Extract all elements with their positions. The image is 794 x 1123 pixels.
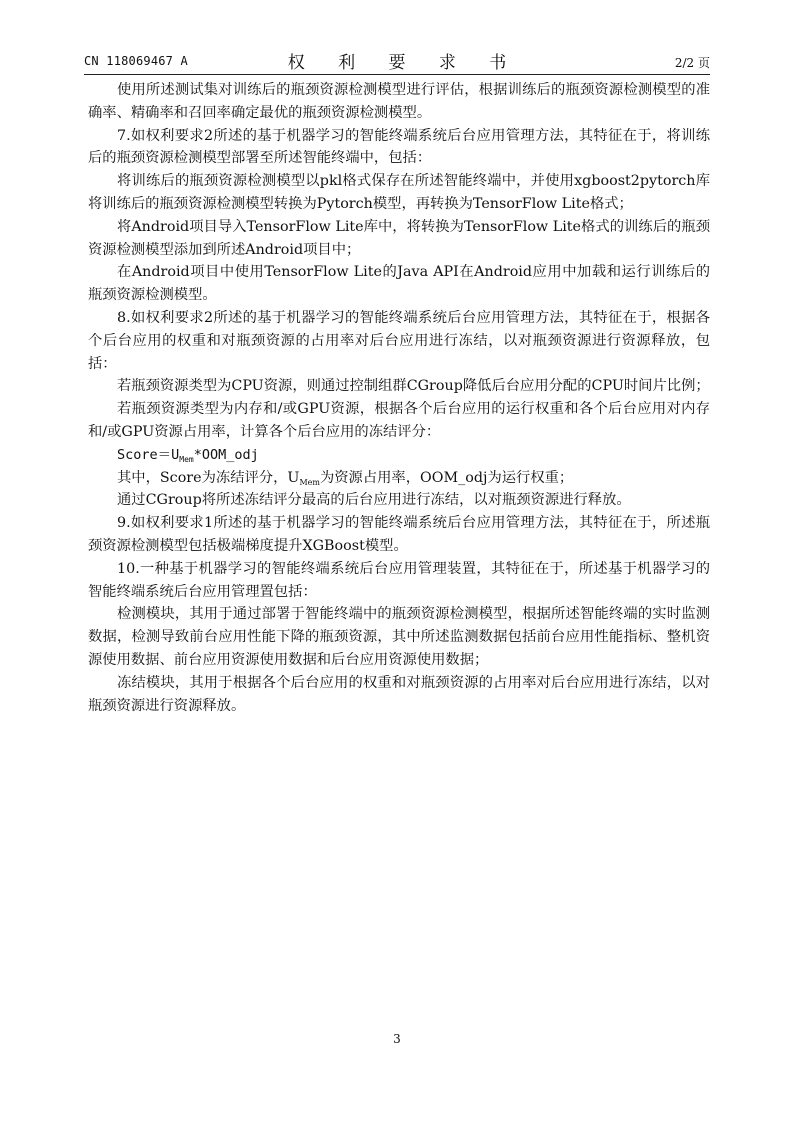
page-indicator: 2/2 页 xyxy=(674,56,710,70)
formula-subscript: Mem xyxy=(179,454,194,464)
formula-lhs: Score＝U xyxy=(117,446,180,463)
claim-paragraph: 7.如权利要求2所述的基于机器学习的智能终端系统后台应用管理方法，其特征在于，将训练后的瓶颈资源检测模型部署至所述智能终端中，包括： xyxy=(88,127,710,167)
header-divider xyxy=(84,74,710,75)
claim-paragraph: 9.如权利要求1所述的基于机器学习的智能终端系统后台应用管理方法，其特征在于，所述瓶颈资源检测模型包括极端梯度提升XGBoost模型。 xyxy=(88,515,710,554)
claim-paragraph: 在Android项目中使用TensorFlow Lite的Java API在Android应用中加载和运行训练后的瓶颈资源检测模型。 xyxy=(88,264,710,304)
claim-paragraph: 若瓶颈资源类型为内存和/或GPU资源，根据各个后台应用的运行权重和各个后台应用对内存和/或GPU资源占用率，计算各个后台应用的冻结评分： xyxy=(88,401,710,440)
claim-paragraph: 若瓶颈资源类型为CPU资源，则通过控制组群CGroup降低后台应用分配的CPU时间片比例； xyxy=(117,378,710,395)
definition-part2: 为资源占用率，OOM_odj为运行权重； xyxy=(319,469,574,486)
claim-paragraph: 10.一种基于机器学习的智能终端系统后台应用管理装置，其特征在于，所述基于机器学习的智能终端系统后台应用管理置包括： xyxy=(88,560,710,600)
claim-paragraph: 将训练后的瓶颈资源检测模型以pkl格式保存在所述智能终端中，并使用xgboost2pytorch库将训练后的瓶颈资源检测模型转换为Pytorch模型，再转换为TensorFlow Lite格式； xyxy=(88,173,710,212)
definition-part1: 其中，Score为冻结评分，U xyxy=(117,469,300,486)
claim-paragraph: 将Android项目导入TensorFlow Lite库中，将转换为TensorFlow Lite格式的训练后的瓶颈资源检测模型添加到所述Android项目中； xyxy=(88,218,710,258)
document-title: 权 利 要 求 书 xyxy=(287,53,521,73)
formula-definition xyxy=(88,467,710,490)
claim-paragraph: 检测模块，其用于通过部署于智能终端中的瓶颈资源检测模型，根据所述智能终端的实时监测数据，检测导致前台应用性能下降的瓶颈资源，其中所述监测数据包括前台应用性能指标、整机资源使用数据、前台应用资源使用数据和后台应用资源使用数据； xyxy=(88,606,710,668)
patent-number: CN 118069467 A xyxy=(84,54,188,68)
claim-paragraph: 通过CGroup将所述冻结评分最高的后台应用进行冻结，以对瓶颈资源进行释放。 xyxy=(117,492,631,509)
score-formula xyxy=(88,444,710,467)
definition-subscript: Mem xyxy=(299,477,320,487)
formula-rhs: *OOM_odj xyxy=(193,446,259,463)
page-number: 3 xyxy=(393,1032,401,1046)
claims-body xyxy=(88,79,710,717)
claim-paragraph: 冻结模块，其用于根据各个后台应用的权重和对瓶颈资源的占用率对后台应用进行冻结，以对瓶颈资源进行资源释放。 xyxy=(88,674,710,714)
page-header xyxy=(84,50,710,72)
claim-paragraph: 使用所述测试集对训练后的瓶颈资源检测模型进行评估，根据训练后的瓶颈资源检测模型的准确率、精确率和召回率确定最优的瓶颈资源检测模型。 xyxy=(88,82,710,121)
claim-paragraph: 8.如权利要求2所述的基于机器学习的智能终端系统后台应用管理方法，其特征在于，根据各个后台应用的权重和对瓶颈资源的占用率对后台应用进行冻结，以对瓶颈资源进行资源释放，包括： xyxy=(88,309,710,372)
